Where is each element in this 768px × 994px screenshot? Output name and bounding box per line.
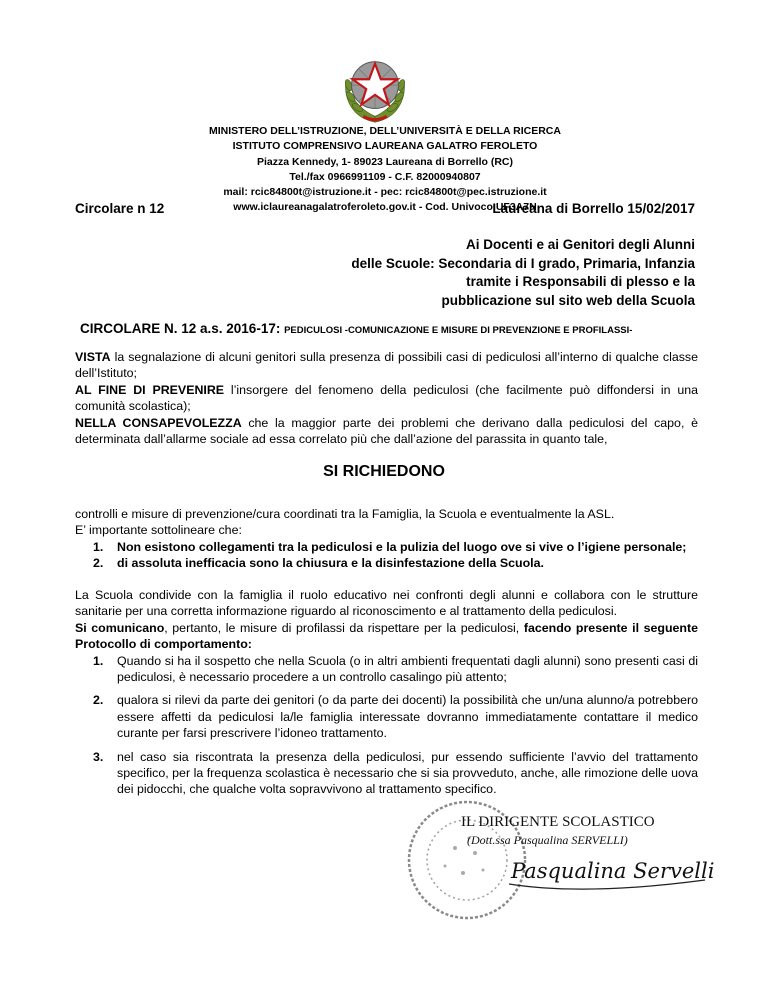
list-item (75, 749, 698, 798)
circular-number: Circolare n 12 (75, 201, 165, 216)
recipients-block (175, 236, 695, 310)
body-paragraph (75, 620, 698, 653)
list-item (75, 539, 698, 555)
preamble (75, 349, 698, 447)
list-number: 1. (93, 653, 104, 668)
preamble-keyword: VISTA (75, 350, 111, 364)
address-line: Piazza Kennedy, 1- 89023 Laureana di Borrello (RC) (257, 155, 513, 168)
subject-title: CIRCOLARE N. 12 a.s. 2016-17: (80, 321, 285, 336)
subject-detail: PEDICULOSI -COMUNICAZIONE E MISURE DI PREVENZIONE E PROFILASSI- (284, 325, 633, 336)
body-paragraph: E’ importante sottolineare che: (75, 523, 242, 538)
republic-emblem-logo (336, 50, 414, 128)
recipient-line: pubblicazione sul sito web della Scuola (441, 292, 695, 308)
signature-title: IL DIRIGENTE SCOLASTICO (461, 814, 655, 830)
preamble-keyword: AL FINE DI PREVENIRE (75, 382, 225, 397)
preamble-text: che la maggior parte dei problemi che derivano dalla pediculosi del capo, è determinata dall’allarme sociale ad essa correlato più che dall’azione del parassita in quanto tale, (75, 415, 698, 447)
ministry-line: MINISTERO DELL’ISTRUZIONE, DELL’UNIVERSITÀ E DELLA RICERCA (209, 125, 561, 137)
list-item (75, 653, 698, 686)
protocol-block (75, 587, 698, 798)
list-text: qualora si rilevi da parte dei genitori (o da parte dei docenti) la possibilità che un/una alunno/a potrebbero essere affetti da pediculosi la/le famiglia interessate dovranno immediatamente contattare il medico curante per farsi prescrivere l’idoneo trattamento. (117, 693, 698, 741)
school-name-line: ISTITUTO COMPRENSIVO LAUREANA GALATRO FEROLETO (232, 140, 538, 153)
list-number: 2. (93, 693, 104, 708)
list-item (75, 692, 698, 741)
list-item (75, 555, 698, 571)
requests-block (75, 506, 698, 572)
signature-name: (Dott.ssa Pasqualina SERVELLI) (467, 833, 628, 847)
website-line: www.iclaureanagalatroferoleto.gov.it - Cod. Univoco UF3A7N (233, 201, 537, 214)
body-paragraph: La Scuola condivide con la famiglia il ruolo educativo nei confronti degli alunni e collabora con le strutture sanitarie per una corretta informazione riguardo al riconoscimento e al trattamento della pediculosi. (75, 588, 698, 619)
preamble-paragraph (75, 349, 698, 382)
handwritten-signature: Pasqualina Servelli (511, 859, 715, 883)
email-line: mail: rcic84800t@istruzione.it - pec: rcic84800t@pec.istruzione.it (223, 186, 547, 199)
recipient-line: delle Scuole: Secondaria di I grado, Primaria, Infanzia (351, 255, 695, 271)
preamble-paragraph (75, 382, 698, 415)
bold-phrase: Si comunicano (75, 620, 165, 635)
preamble-keyword: NELLA CONSAPEVOLEZZA (75, 415, 242, 430)
bold-phrase: facendo presente il seguente Protocollo di comportamento: (75, 620, 698, 652)
preamble-paragraph (75, 415, 698, 448)
list-number: 1. (93, 539, 104, 554)
list-number: 2. (93, 556, 104, 571)
plain-phrase: , pertanto, le misure di profilassi da rispettare per la pediculosi, (164, 620, 524, 635)
recipient-line: tramite i Responsabili di plesso e la (466, 274, 695, 289)
preamble-text: l’insorgere del fenomeno della pediculosi (che facilmente può diffondersi in una comunità scolastica); (75, 382, 698, 414)
list-text: nel caso sia riscontrata la presenza della pediculosi, pur essendo sufficiente l’avvio del trattamento specifico, per la frequenza scolastica è necessario che si sia provveduto, anche, alle rimozione delle uova dei pidocchi, che qualche volta sopravvivono al trattamento specifico. (117, 749, 698, 797)
key-points-list (75, 539, 698, 572)
list-text: di assoluta inefficacia sono la chiusura e la disinfestazione della Scuola. (117, 556, 544, 571)
subject-line (80, 321, 720, 336)
section-heading: SI RICHIEDONO (323, 463, 445, 480)
body-paragraph: controlli e misure di prevenzione/cura coordinati tra la Famiglia, la Scuola e eventualmente la ASL. (75, 507, 615, 521)
protocol-list (75, 653, 698, 798)
place-and-date: Laureana di Borrello 15/02/2017 (492, 201, 695, 216)
list-text: Non esistono collegamenti tra la pediculosi e la pulizia del luogo ove si vive o l’igiene personale; (117, 539, 687, 554)
list-text: Quando si ha il sospetto che nella Scuola (o in altri ambienti frequentati dagli alunni) sono presenti casi di pediculosi, è necessario procedere a un controllo casalingo più attento; (117, 653, 698, 685)
signature-stamp (405, 798, 735, 928)
list-number: 3. (93, 749, 104, 764)
recipient-line: Ai Docenti e ai Genitori degli Alunni (465, 237, 695, 252)
phone-line: Tel./fax 0966991109 - C.F. 82000940807 (289, 170, 481, 183)
preamble-text: la segnalazione di alcuni genitori sulla presenza di possibili casi di pediculosi all’interno di qualche classe dell’Istituto; (75, 350, 698, 381)
